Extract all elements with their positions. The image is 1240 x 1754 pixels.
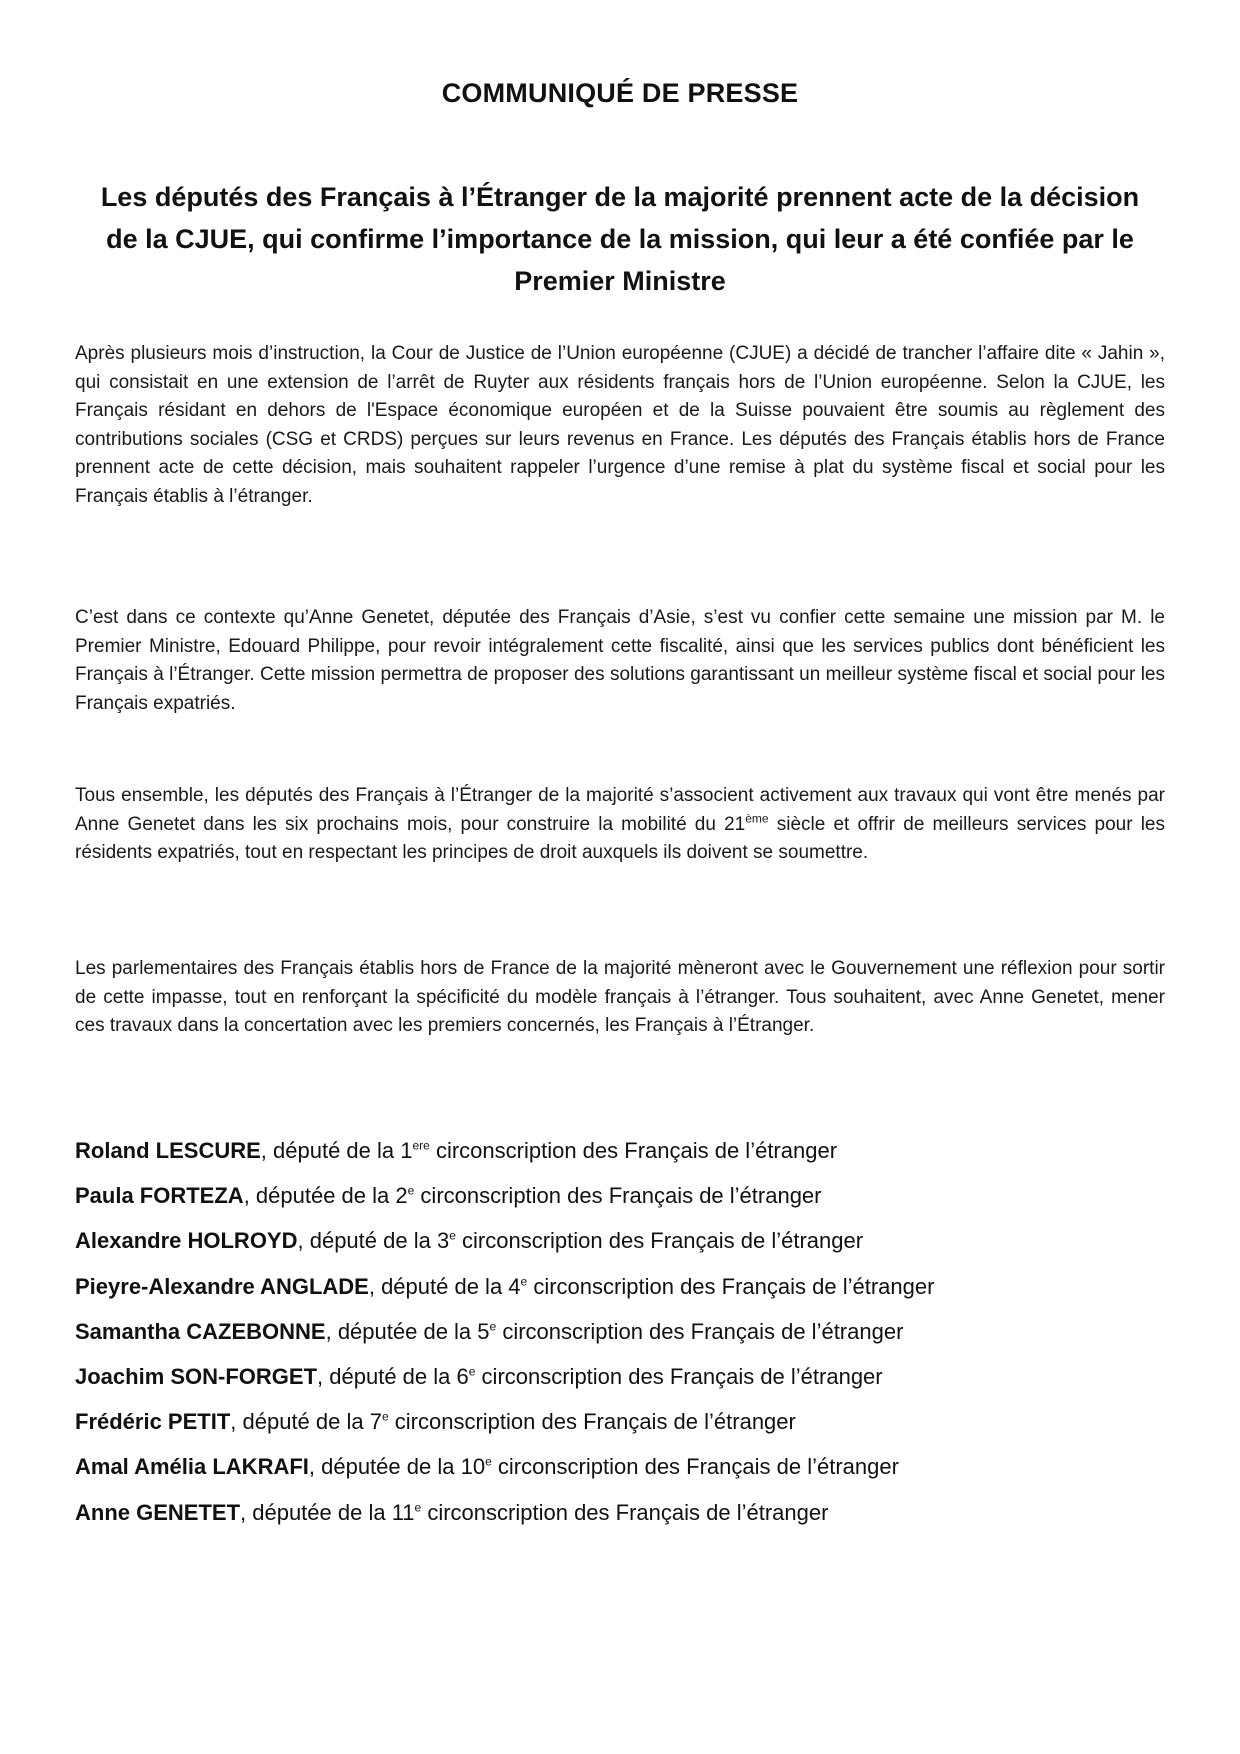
signatory-role-prefix: , députée de la (325, 1318, 478, 1344)
signatory-role-suffix: circonscription des Français de l’étranger (388, 1409, 796, 1435)
constituency-number: 10 (460, 1454, 486, 1480)
signatory-role-prefix: , député de la (368, 1273, 509, 1299)
signatory-row (75, 1264, 1165, 1309)
constituency-number: 5 (477, 1318, 490, 1344)
paragraph-4: Les parlementaires des Français établis hors de France de la majorité mèneront avec le Gouvernement une réflexion pour sortir de cette impasse, tout en renforçant la spécificité du modèle français à l’étranger. Tous souhaitent, avec Anne Genetet, mener ces travaux dans la concertation avec les premiers concernés, les Français à l’Étranger. (75, 958, 1165, 1036)
signatory-row (75, 1444, 1165, 1489)
signatory-role-suffix: circonscription des Français de l’étranger (496, 1318, 904, 1344)
signatory-row (75, 1173, 1165, 1218)
paragraph-3 (75, 782, 1165, 868)
constituency-number: 3 (436, 1228, 450, 1254)
signatory-name: Joachim SON-FORGET (75, 1363, 318, 1389)
ordinal-superscript: e (381, 1409, 389, 1424)
signatory-role-suffix: circonscription des Français de l’étranger (475, 1363, 883, 1389)
ordinal-superscript: e (449, 1229, 456, 1244)
signatory-role-prefix: , député de la (317, 1363, 457, 1389)
signatory-role-prefix: , députée de la (243, 1183, 396, 1209)
signatory-role-prefix: , députée de la (240, 1499, 392, 1525)
signatory-name: Amal Amélia LAKRAFI (75, 1454, 309, 1480)
ordinal-superscript: e (489, 1319, 497, 1334)
constituency-number: 4 (508, 1273, 521, 1299)
century-superscript: ème (745, 811, 769, 826)
paragraph-2: C’est dans ce contexte qu’Anne Genetet, députée des Français d’Asie, s’est vu confier cette semaine une mission par M. le Premier Ministre, Edouard Philippe, pour revoir intégralement cette fiscalité, ainsi que les services publics dont bénéficient les Français à l’Étranger. Cette mission permettra de proposer des solutions garantissant un meilleur système fiscal et social pour les Français expatriés. (75, 607, 1165, 714)
headline: Les députés des Français à l’Étranger de la majorité prennent acte de la décision de la CJUE, qui confirme l’importance de la mission, qui leur a été confiée par le Premier Ministre (100, 182, 1140, 296)
signatory-role-suffix: circonscription des Français de l’étranger (414, 1183, 822, 1209)
ordinal-superscript: e (520, 1274, 528, 1289)
paragraph-3-text-end: siècle et offrir de meilleurs services pour les résidents expatriés, tout en respectant les principes de droit auxquels ils doivent se soumettre. (75, 813, 1165, 863)
signatory-role-prefix: , député de la (297, 1228, 437, 1254)
signatory-role-suffix: circonscription des Français de l’étranger (491, 1454, 899, 1480)
signatory-name: Anne GENETET (75, 1499, 241, 1525)
signatory-name: Samantha CAZEBONNE (75, 1318, 326, 1344)
signatory-name: Paula FORTEZA (75, 1183, 244, 1209)
constituency-number: 11 (391, 1499, 415, 1525)
signatory-role-suffix: circonscription des Français de l’étranger (527, 1273, 935, 1299)
signatory-row (75, 1490, 1165, 1535)
signatory-role-suffix: circonscription des Français de l’étranger (455, 1228, 864, 1254)
document-title: COMMUNIQUÉ DE PRESSE (441, 78, 799, 108)
signatory-row (75, 1399, 1165, 1444)
signatory-role-prefix: , député de la (260, 1138, 401, 1163)
ordinal-superscript: e (468, 1364, 476, 1379)
ordinal-superscript: ere (412, 1138, 430, 1153)
signatory-list (75, 1128, 1165, 1535)
ordinal-superscript: e (414, 1500, 422, 1515)
paragraph-1: Après plusieurs mois d’instruction, la Cour de Justice de l’Union européenne (CJUE) a décidé de trancher l’affaire dite « Jahin », qui consistait en une extension de l’arrêt de Ruyter aux résidents français hors de l’Union européenne. Selon la CJUE, les Français résidant en dehors de l'Espace économique européen et de la Suisse pouvaient être soumis au règlement des contributions sociales (CSG et CRDS) perçues sur leurs revenus en France. Les députés des Français établis hors de France prennent acte de cette décision, mais souhaitent rappeler l’urgence d’une remise à plat du système fiscal et social pour les Français établis à l’étranger. (75, 343, 1165, 507)
signatory-role-prefix: , députée de la (308, 1454, 461, 1480)
paragraph-3-text-start: Tous ensemble, les députés des Français à l’Étranger de la majorité s’associent activement aux travaux qui vont être menés par Anne Genetet dans les six prochains mois, pour construire la mobilité du 21 (75, 785, 1165, 835)
signatory-row (75, 1354, 1165, 1399)
signatory-role-suffix: circonscription des Français de l’étranger (421, 1499, 829, 1525)
ordinal-superscript: e (485, 1454, 492, 1469)
signatory-row (75, 1309, 1165, 1354)
ordinal-superscript: e (407, 1183, 415, 1198)
signatory-row (75, 1218, 1165, 1263)
constituency-number: 1 (400, 1138, 413, 1163)
signatory-name: Roland LESCURE (75, 1138, 261, 1163)
signatory-role-suffix: circonscription des Français de l’étranger (429, 1138, 838, 1163)
signatory-row (75, 1128, 1165, 1173)
signatory-name: Alexandre HOLROYD (75, 1228, 298, 1254)
constituency-number: 2 (395, 1183, 408, 1209)
constituency-number: 6 (456, 1363, 469, 1389)
signatory-role-prefix: , député de la (230, 1409, 370, 1435)
constituency-number: 7 (369, 1409, 382, 1435)
signatory-name: Frédéric PETIT (75, 1409, 231, 1435)
signatory-name: Pieyre-Alexandre ANGLADE (75, 1273, 369, 1299)
